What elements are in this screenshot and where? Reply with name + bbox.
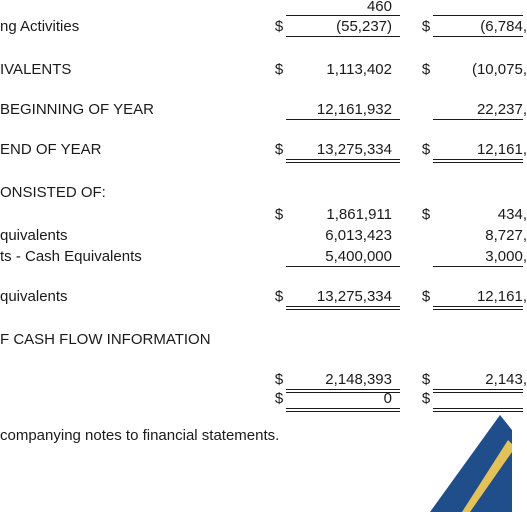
value-col2: (10,075, [471, 61, 527, 78]
dollar-sign: $ [421, 18, 431, 35]
value-col1: 1,113,402 [326, 61, 392, 78]
value-col1: 12,161,932 [316, 101, 392, 118]
dollar-sign: $ [274, 288, 284, 305]
dollar-sign: $ [274, 18, 284, 35]
value-col1: 13,275,334 [316, 141, 392, 158]
value-col1: (55,237) [336, 18, 392, 35]
dollar-sign: $ [421, 141, 431, 158]
value-col1: 460 [366, 0, 392, 15]
value-col1: 5,400,000 [325, 248, 392, 265]
value-col1: 13,275,334 [316, 288, 392, 305]
value-col2: 8,727, [485, 227, 527, 244]
dollar-sign: $ [274, 61, 284, 78]
value-col1: 1,861,911 [326, 206, 392, 223]
footnote: companying notes to financial statements. [0, 427, 280, 444]
dollar-sign: $ [274, 141, 284, 158]
section-heading: F CASH FLOW INFORMATION [0, 331, 211, 348]
dollar-sign: $ [421, 206, 431, 223]
value-col2: 2,143, [485, 371, 527, 388]
dollar-sign: $ [274, 371, 284, 388]
dollar-sign: $ [421, 390, 431, 407]
dollar-sign: $ [421, 288, 431, 305]
row-label: END OF YEAR [0, 141, 102, 158]
value-col2: 3,000, [485, 248, 527, 265]
value-col1: 2,148,393 [325, 371, 392, 388]
value-col2: 12,161, [476, 288, 527, 305]
value-col2: 12,161, [476, 141, 527, 158]
value-col2: (6,784, [480, 18, 527, 35]
value-col1: 6,013,423 [325, 227, 392, 244]
row-label: ng Activities [0, 18, 80, 35]
row-label: ts - Cash Equivalents [0, 248, 142, 265]
section-heading: ONSISTED OF: [0, 184, 106, 201]
value-col2: 434, [497, 206, 527, 223]
dollar-sign: $ [274, 206, 284, 223]
row-label: BEGINNING OF YEAR [0, 101, 154, 118]
row-label: quivalents [0, 288, 68, 305]
value-col1: 0 [383, 390, 392, 407]
dollar-sign: $ [421, 371, 431, 388]
value-col2: 22,237, [476, 101, 527, 118]
dollar-sign: $ [421, 61, 431, 78]
dollar-sign: $ [274, 390, 284, 407]
row-label: quivalents [0, 227, 68, 244]
row-label: IVALENTS [0, 61, 72, 78]
